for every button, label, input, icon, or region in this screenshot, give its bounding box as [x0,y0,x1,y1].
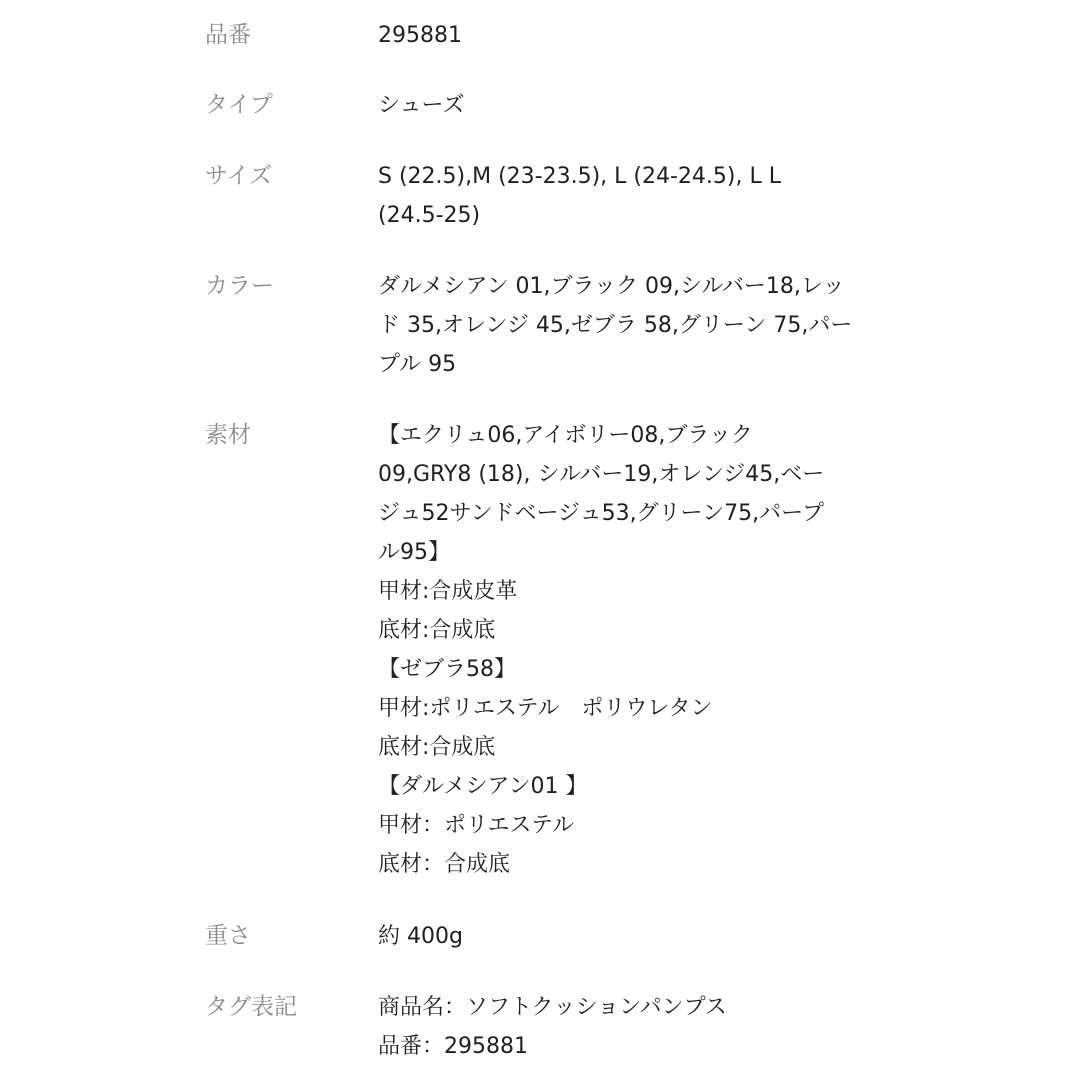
spec-value-line: ド 35,オレンジ 45,ゼブラ 58,グリーン 75,パー [378,313,853,338]
spec-value-line: (24.5-25) [378,203,481,228]
spec-label: カラー [205,273,274,299]
spec-value-line: 品番：295881 [378,1034,528,1059]
spec-value [378,416,878,884]
spec-value-line: 295881 [378,23,462,48]
spec-value-line: 09,GRY8 (18), シルバー19,オレンジ45,ベー [378,462,825,487]
spec-label: タイプ [205,92,273,118]
spec-value-line: 底材:合成底 [378,618,496,643]
spec-value-line: 【エクリュ06,アイボリー08,ブラック [378,423,753,448]
spec-value [378,988,878,1066]
spec-value [378,157,878,235]
spec-value [378,267,878,384]
spec-value-line: プル 95 [378,352,457,377]
spec-value-line: S (22.5),M (23-23.5), L (24-24.5), L L [378,164,781,189]
spec-label: タグ表記 [205,994,297,1020]
spec-value-line: 甲材:ポリエステル ポリウレタン [378,696,713,721]
spec-value-line: 【ダルメシアン01 】 [378,774,588,799]
spec-label: 品番 [205,22,251,48]
spec-value-line: 底材:合成底 [378,735,496,760]
spec-label: 重さ [205,923,251,949]
spec-label: サイズ [205,163,273,189]
spec-value-line: ル95】 [378,540,450,565]
spec-value-line: 底材：合成底 [378,852,511,877]
spec-value-line: 約 400g [378,924,463,949]
spec-label: 素材 [205,422,251,448]
spec-value [378,16,878,55]
spec-value-line: 商品名：ソフトクッションパンプス [378,995,727,1020]
spec-value [378,86,878,125]
spec-value-line: 甲材：ポリエステル [378,813,575,838]
spec-value-line: ジュ52サンドベージュ53,グリーン75,パープ [378,501,825,526]
spec-value-line: 【ゼブラ58】 [378,657,516,682]
spec-value-line: 甲材:合成皮革 [378,579,518,604]
spec-value [378,917,878,956]
spec-value-line: シューズ [378,93,465,118]
spec-value-line: ダルメシアン 01,ブラック 09,シルバー18,レッ [378,274,845,299]
